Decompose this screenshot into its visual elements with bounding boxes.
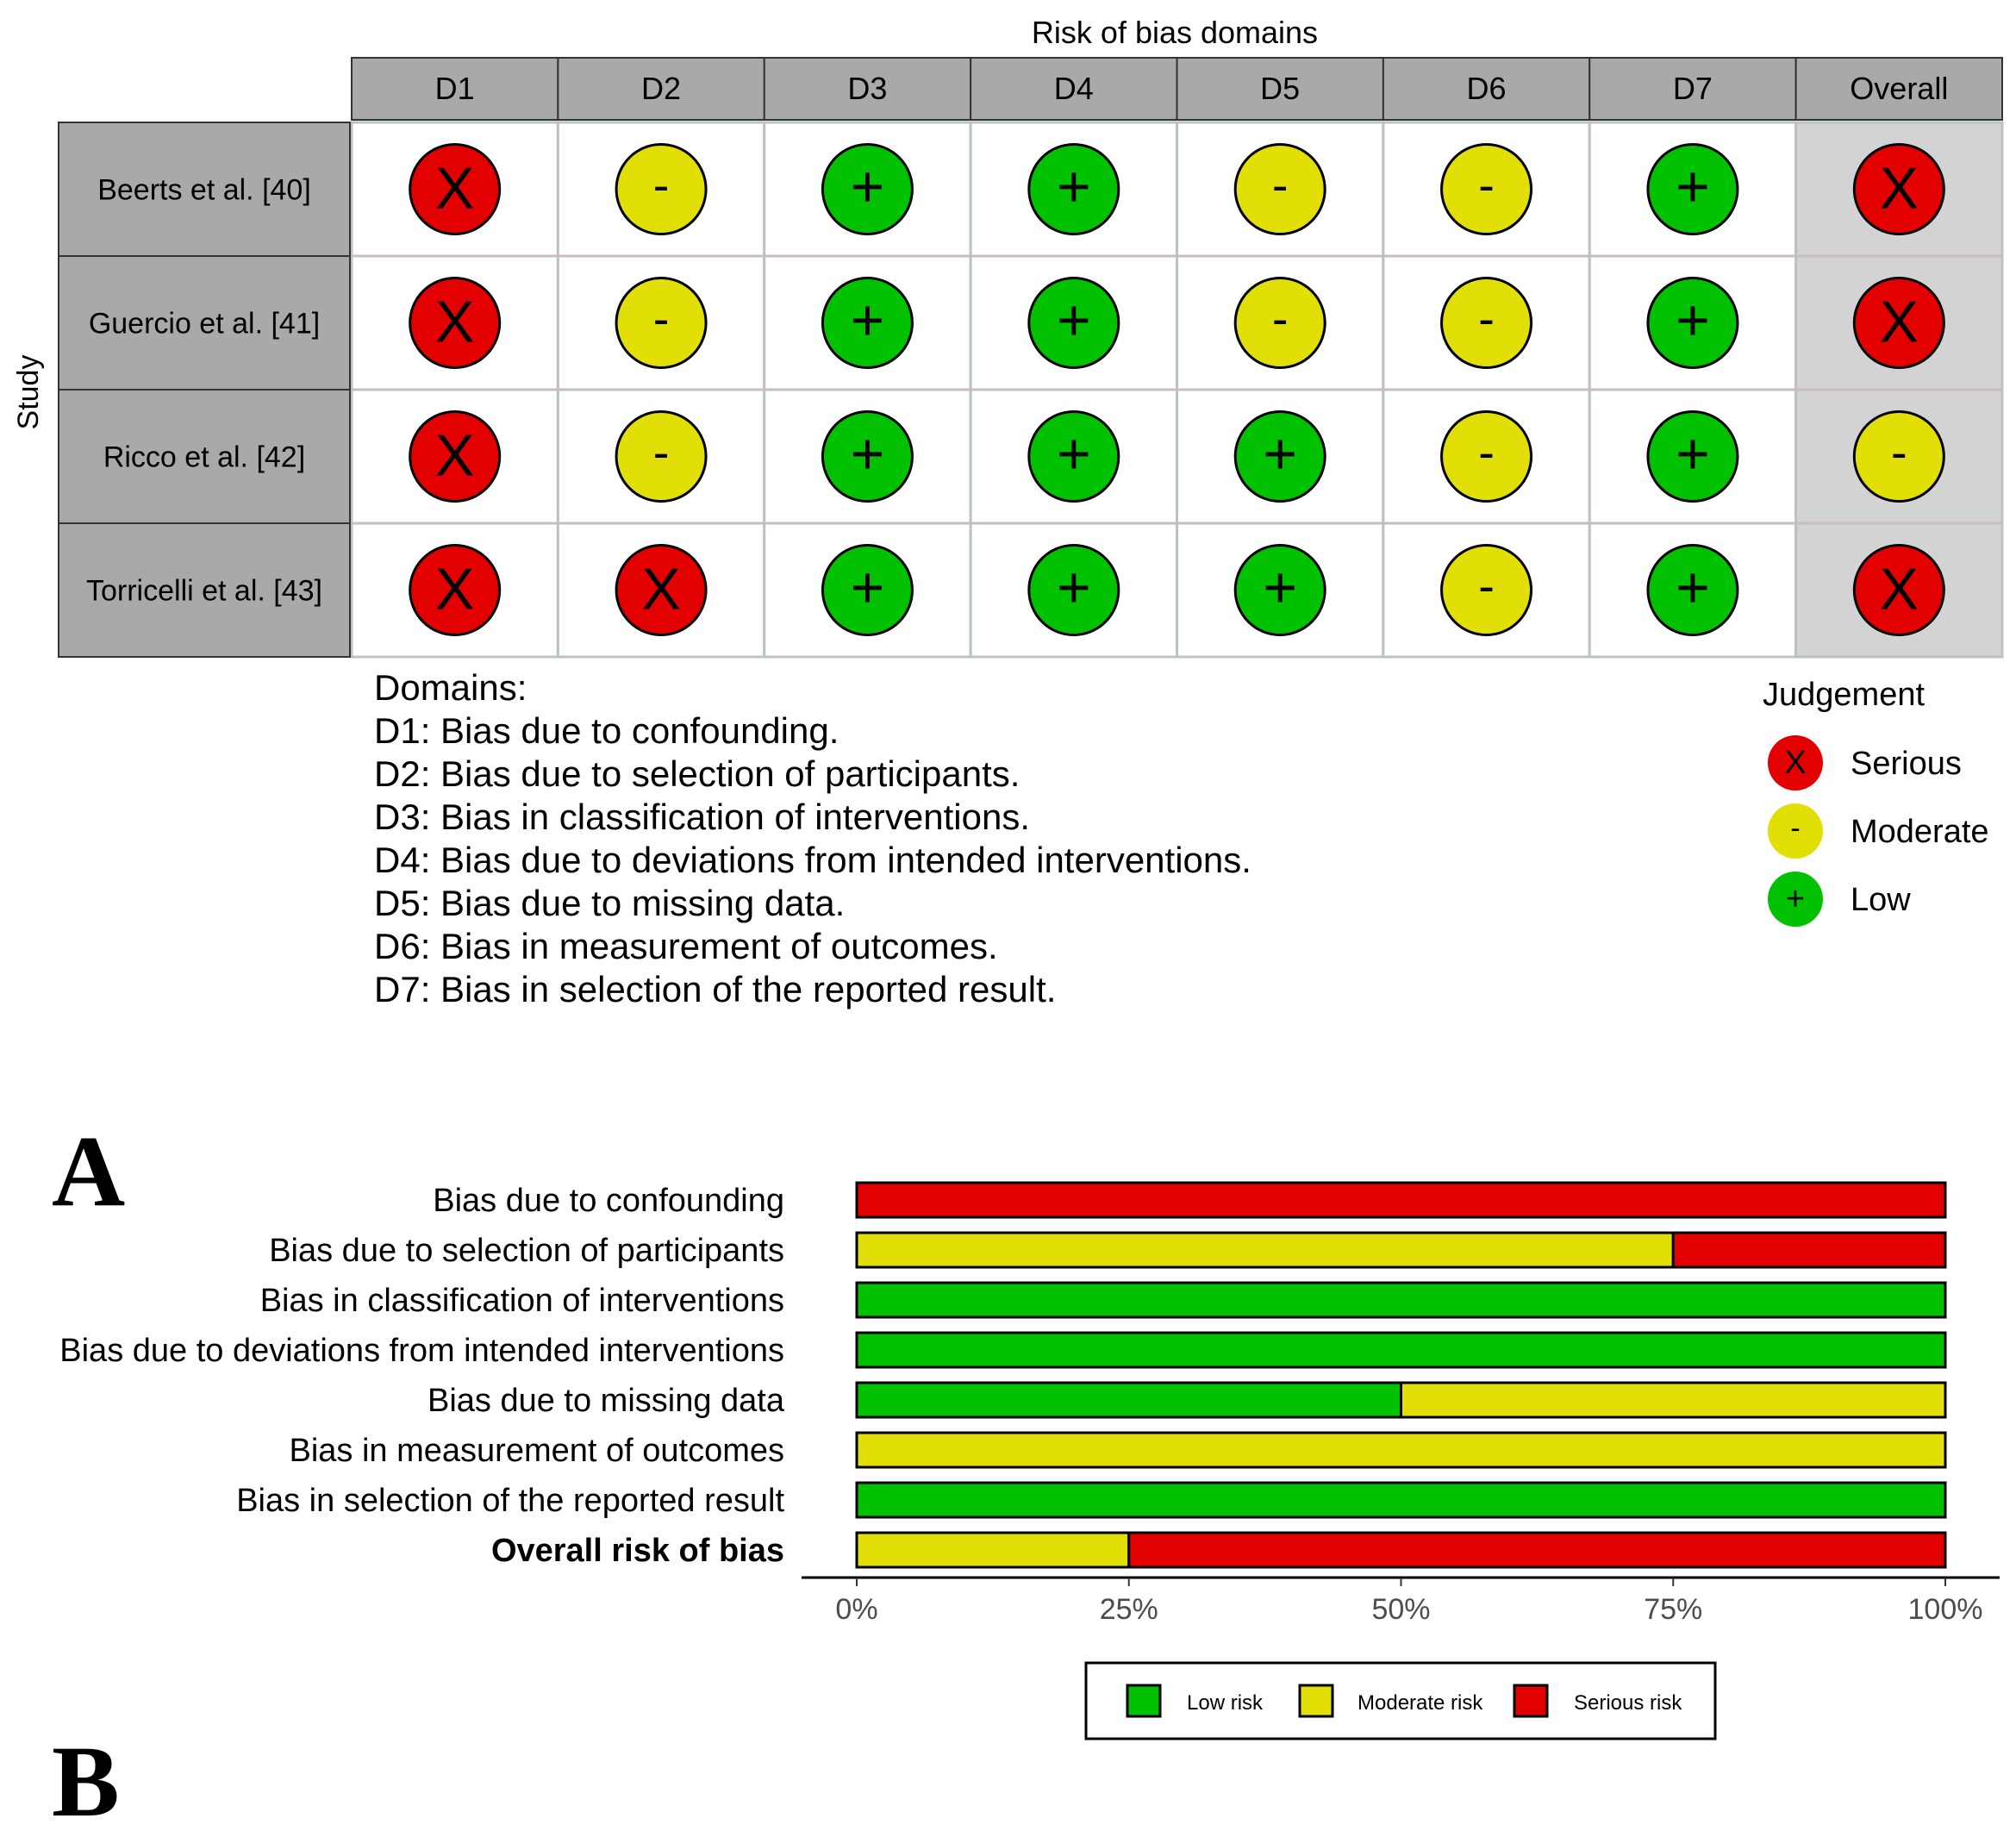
judgement-cell <box>410 546 500 635</box>
summary-bar-plot <box>59 1183 2000 1739</box>
bar-segment-low <box>857 1333 1945 1367</box>
panel-label-b: B <box>52 1725 120 1831</box>
legend-label-serious: Serious <box>1851 746 1962 782</box>
judgement-cell <box>1235 412 1325 502</box>
judgement-symbol: + <box>1263 554 1298 621</box>
judgement-symbol: + <box>850 554 885 621</box>
bar-segment-low <box>857 1283 1945 1317</box>
judgement-cell <box>1648 412 1738 502</box>
legend-label-moderate: Moderate <box>1851 814 1989 850</box>
judgement-cell <box>1648 546 1738 635</box>
summary-legend-label: Moderate risk <box>1358 1691 1483 1715</box>
judgement-cell <box>616 145 706 234</box>
judgement-cell <box>410 145 500 234</box>
legend-symbol: + <box>1785 881 1806 917</box>
judgement-symbol: + <box>1056 153 1091 220</box>
judgement-cell <box>1235 546 1325 635</box>
judgement-symbol: + <box>1263 421 1298 487</box>
judgement-symbol: X <box>435 155 475 222</box>
judgement-symbol: - <box>652 291 670 346</box>
summary-legend-label: Low risk <box>1187 1691 1264 1715</box>
judgement-symbol: - <box>652 424 670 479</box>
judgement-cell <box>1648 145 1738 234</box>
judgement-symbol: + <box>850 153 885 220</box>
domains-list <box>374 710 1251 1009</box>
judgement-symbol: - <box>1271 291 1289 346</box>
category-label: Bias due to selection of participants <box>269 1233 784 1269</box>
x-tick-label: 100% <box>1907 1593 1983 1626</box>
summary-legend-moderate-swatch <box>1300 1685 1333 1716</box>
bar-segment-moderate <box>857 1233 1673 1267</box>
bar-segment-moderate <box>1401 1383 1946 1417</box>
study-label: Beerts et al. [40] <box>97 173 311 207</box>
judgement-symbol: - <box>1478 291 1495 346</box>
summary-legend-label: Serious risk <box>1574 1691 1682 1715</box>
judgement-cell <box>1854 412 1944 502</box>
judgement-cell <box>1442 546 1532 635</box>
judgement-symbol: - <box>1478 424 1495 479</box>
bar-segment-moderate <box>857 1433 1945 1467</box>
judgement-symbol: + <box>850 287 885 353</box>
judgement-symbol: X <box>1879 556 1919 622</box>
x-tick-label: 75% <box>1644 1593 1703 1626</box>
x-tick-label: 0% <box>835 1593 878 1626</box>
judgement-symbol: X <box>1879 155 1919 222</box>
judgement-cell <box>1648 278 1738 368</box>
legend-label-low: Low <box>1851 882 1911 918</box>
domain-description: D4: Bias due to deviations from intended interventions. <box>374 840 1251 880</box>
judgement-cell <box>822 412 912 502</box>
bar-segment-low <box>857 1383 1401 1417</box>
judgement-cell <box>1029 412 1119 502</box>
judgement-cell <box>1854 278 1944 368</box>
judgement-cell <box>616 546 706 635</box>
summary-legend-serious-swatch <box>1514 1685 1547 1716</box>
panel-label-a: A <box>52 1115 126 1228</box>
bar-segment-serious <box>1129 1533 1945 1567</box>
bar-segment-moderate <box>857 1533 1129 1567</box>
judgement-symbol: + <box>850 421 885 487</box>
bar-segment-serious <box>857 1183 1945 1217</box>
bar-segment-serious <box>1673 1233 1945 1267</box>
judgement-cell <box>410 278 500 368</box>
judgement-cell <box>410 412 500 502</box>
judgement-symbol: + <box>1056 287 1091 353</box>
judgement-symbol: + <box>1676 153 1710 220</box>
category-label: Bias in classification of interventions <box>259 1283 784 1319</box>
category-label: Bias in selection of the reported result <box>236 1483 784 1519</box>
judgement-symbol: X <box>435 422 475 489</box>
legend-symbol: - <box>1790 812 1801 845</box>
study-axis-label: Study <box>12 354 45 430</box>
judgement-cell <box>1235 145 1325 234</box>
x-axis-ticks <box>835 1578 1982 1626</box>
judgement-symbol: - <box>1478 157 1495 212</box>
judgement-cell <box>822 145 912 234</box>
summary-legend <box>1086 1663 1715 1739</box>
traffic-light-plot <box>12 15 2002 1009</box>
traffic-grid <box>59 58 2002 657</box>
domain-description: D1: Bias due to confounding. <box>374 710 839 751</box>
column-header-label-d4: D4 <box>1053 71 1094 106</box>
category-label: Overall risk of bias <box>490 1533 784 1569</box>
column-header-label-d1: D1 <box>434 71 475 106</box>
column-header-label-d3: D3 <box>847 71 888 106</box>
judgement-symbol: X <box>1879 289 1919 355</box>
judgement-symbol: + <box>1056 421 1091 487</box>
judgement-symbol: X <box>435 556 475 622</box>
judgement-cell <box>822 546 912 635</box>
judgement-symbol: - <box>652 157 670 212</box>
x-tick-label: 50% <box>1371 1593 1431 1626</box>
judgement-cell <box>1029 278 1119 368</box>
judgement-cell <box>1854 145 1944 234</box>
category-label: Bias due to deviations from intended interventions <box>59 1333 784 1369</box>
judgement-cell <box>1029 546 1119 635</box>
legend-symbol: X <box>1784 745 1807 781</box>
column-header-label-d2: D2 <box>641 71 682 106</box>
domain-description: D6: Bias in measurement of outcomes. <box>374 926 998 966</box>
judgement-legend <box>1763 677 1989 927</box>
traffic-plot-title: Risk of bias domains <box>1031 15 1319 50</box>
column-header-label-d5: D5 <box>1260 71 1301 106</box>
column-header-label-overall: Overall <box>1850 71 1949 106</box>
judgement-symbol: + <box>1676 421 1710 487</box>
judgement-cell <box>1442 412 1532 502</box>
judgement-cell <box>822 278 912 368</box>
judgement-cell <box>1854 546 1944 635</box>
judgement-symbol: - <box>1890 424 1907 479</box>
summary-bars <box>857 1183 1945 1567</box>
study-label: Torricelli et al. [43] <box>86 574 322 608</box>
domain-description: D7: Bias in selection of the reported result. <box>374 969 1057 1009</box>
judgement-cell <box>616 412 706 502</box>
study-label: Ricco et al. [42] <box>103 441 306 474</box>
category-label: Bias in measurement of outcomes <box>289 1433 784 1469</box>
domain-description: D2: Bias due to selection of participants. <box>374 753 1020 794</box>
judgement-symbol: + <box>1676 554 1710 621</box>
bar-segment-low <box>857 1483 1945 1517</box>
category-label: Bias due to missing data <box>427 1383 784 1419</box>
summary-category-labels <box>59 1183 785 1569</box>
study-label: Guercio et al. [41] <box>88 307 321 341</box>
judgement-symbol: - <box>1478 558 1495 613</box>
judgement-symbol: X <box>435 289 475 355</box>
judgement-symbol: - <box>1271 157 1289 212</box>
judgement-cell <box>1029 145 1119 234</box>
judgement-cell <box>616 278 706 368</box>
judgement-cell <box>1442 145 1532 234</box>
domain-description: D3: Bias in classification of interventions. <box>374 797 1031 837</box>
x-tick-label: 25% <box>1099 1593 1158 1626</box>
column-header-label-d6: D6 <box>1466 71 1507 106</box>
column-header-label-d7: D7 <box>1672 71 1713 106</box>
domains-title: Domains: <box>374 667 527 708</box>
judgement-symbol: + <box>1056 554 1091 621</box>
judgement-cell <box>1235 278 1325 368</box>
category-label: Bias due to confounding <box>433 1183 784 1219</box>
judgement-symbol: + <box>1676 287 1710 353</box>
judgement-legend-title: Judgement <box>1763 677 1925 713</box>
summary-legend-low-swatch <box>1127 1685 1160 1716</box>
judgement-symbol: X <box>641 556 681 622</box>
domain-description: D5: Bias due to missing data. <box>374 883 846 923</box>
judgement-cell <box>1442 278 1532 368</box>
